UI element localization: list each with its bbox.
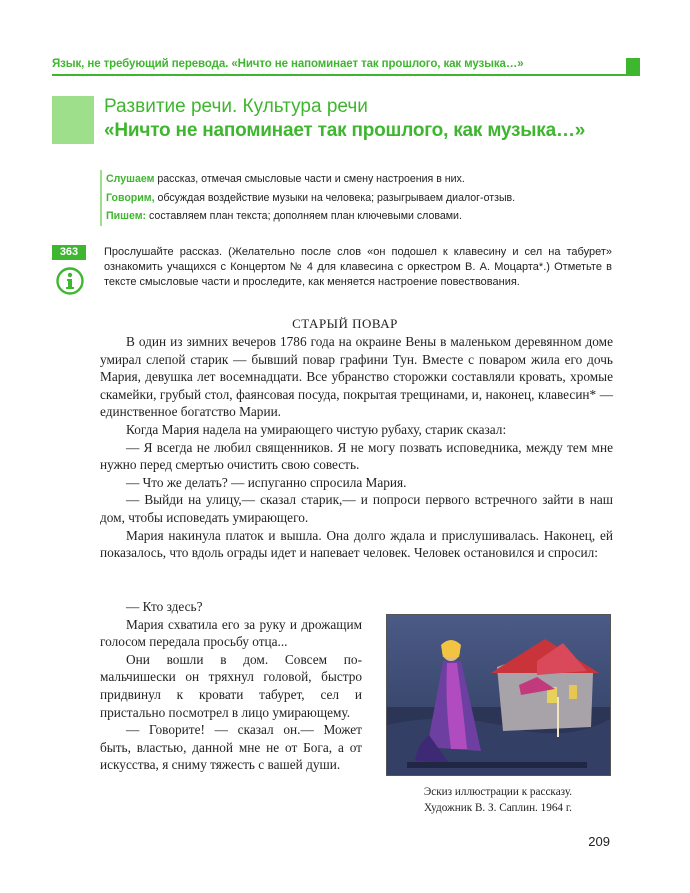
story-paragraph: — Говорите! — сказал он.— Может быть, властью, данной мне не от Бога, а от искусства, я сниму тяжесть с вашей души. (100, 722, 362, 773)
lesson-title: «Ничто не напоминает так прошлого, как музыка…» (104, 120, 586, 141)
story-paragraph: — Что же делать? — испуганно спросила Мария. (126, 474, 407, 490)
story-paragraph: В один из зимних вечеров 1786 года на окраине Вены в маленьком деревянном доме умирал слепой старик — бывший повар графини Тун. Вместе с поваром жила его дочь Мария, девушка лет восемнадцати. Все убранство сторожки составляли кровать, хромые скамейки, грубый стол, фаянсовая посуда, покрытая трещинами, и, наконец, клавесин* — единственное богатство Марии. (100, 334, 613, 420)
task-instruction: Прослушайте рассказ. (Желательно после слов «он подошел к клавесину и сел на табурет» ознакомить учащихся с Концертом № 4 для клавесина с оркестром В. А. Моцарта*.) Отметьте в тексте смысловые части и проследите, как меняется настроение повествования. (104, 246, 612, 289)
lesson-goals (100, 170, 616, 226)
story-paragraph: — Я всегда не любил священников. Я не могу позвать исповедника, между тем мне нужно перед смертью очистить свою совесть. (100, 439, 613, 473)
goal-listen (106, 170, 616, 189)
task-number-badge: 363 (52, 245, 86, 260)
page-number: 209 (588, 834, 610, 849)
goal-text: рассказ, отмечая смысловые части и смену настроения в них. (154, 173, 465, 185)
title-marker (52, 96, 94, 144)
story-text (100, 333, 613, 562)
caption-line: Художник В. З. Саплин. 1964 г. (424, 802, 572, 814)
story-title: СТАРЫЙ ПОВАР (292, 316, 398, 331)
story-paragraph: Они вошли в дом. Совсем по-мальчишески он тряхнул головой, быстро придвинул к кровати табурет, сел и пристально посмотрел в лицо умирающему. (100, 651, 362, 720)
goal-text: составляем план текста; дополняем план ключевыми словами. (146, 210, 462, 222)
goal-speak (106, 189, 616, 208)
illustration-caption (386, 784, 610, 816)
story-text-column (100, 598, 362, 774)
lesson-section: Развитие речи. Культура речи (104, 96, 368, 117)
goal-keyword: Пишем: (106, 210, 147, 222)
story-paragraph: — Выйди на улицу,— сказал старик,— и попроси первого встречного зайти в наш дом, чтобы исповедать умирающего. (100, 492, 613, 525)
story-paragraph: Мария схватила его за руку и дрожащим голосом передала просьбу отца... (100, 616, 362, 650)
story-paragraph: Когда Мария надела на умирающего чистую рубаху, старик сказал: (126, 421, 507, 437)
story-paragraph: Мария накинула платок и вышла. Она долго ждала и прислушивалась. Наконец, ей показалось, что вдоль ограды идет и напевает человек. Человек остановился и спросил: (100, 527, 613, 561)
header-marker (626, 58, 640, 74)
goal-text: обсуждая воздействие музыки на человека; разыгрываем диалог-отзыв. (154, 191, 516, 204)
illustration-painting (386, 614, 611, 776)
goal-write (106, 207, 616, 226)
running-header (52, 58, 640, 76)
goal-keyword: Слушаем (106, 173, 155, 185)
lesson-title-block (52, 96, 652, 148)
story-paragraph: — Кто здесь? (126, 599, 203, 614)
caption-line: Эскиз иллюстрации к рассказу. (423, 786, 573, 798)
info-icon (56, 267, 84, 295)
running-header-text: Язык, не требующий перевода. «Ничто не напоминает так прошлого, как музыка…» (52, 58, 524, 70)
goal-keyword: Говорим, (106, 191, 155, 204)
